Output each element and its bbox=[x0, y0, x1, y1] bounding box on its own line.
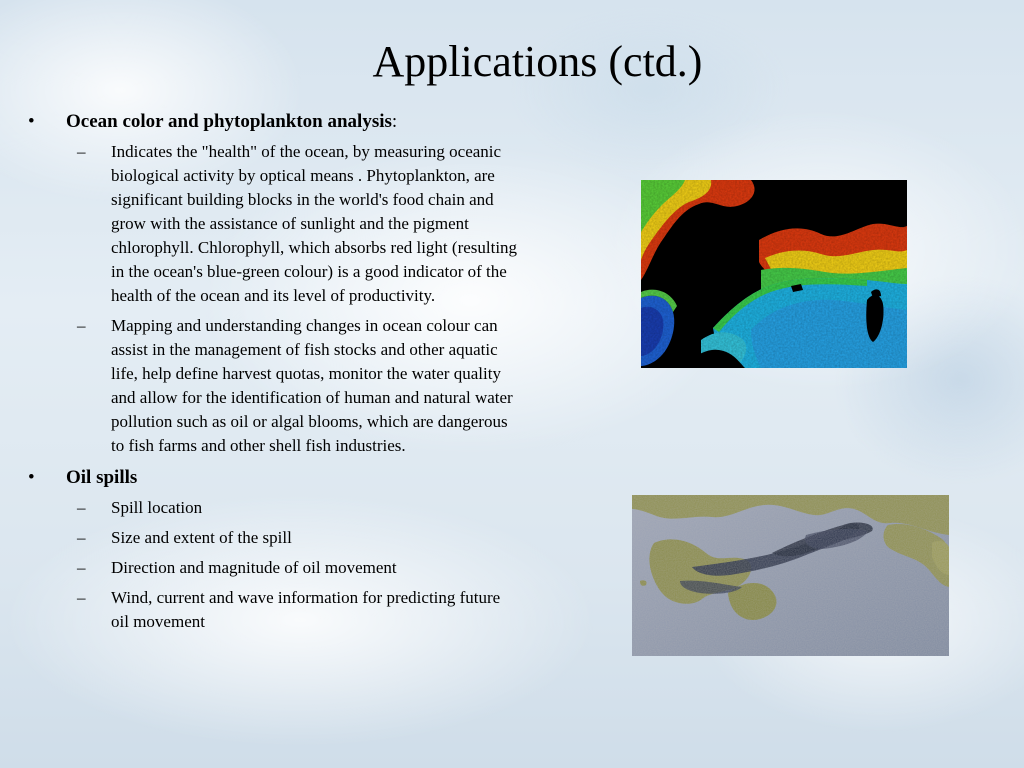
list-item-text: Direction and magnitude of oil movement bbox=[111, 558, 397, 577]
dash-marker: – bbox=[77, 528, 86, 547]
dash-marker: – bbox=[77, 498, 86, 517]
list-item bbox=[0, 556, 520, 580]
bullet-heading: Oil spills bbox=[66, 467, 138, 488]
list-item-text: Wind, current and wave information for predicting future oil movement bbox=[111, 588, 501, 631]
list-item-text: Spill location bbox=[111, 498, 203, 517]
slide-title: Applications (ctd.) bbox=[372, 37, 703, 86]
oil-spill-subitems bbox=[0, 496, 520, 634]
oil-spill-radar-image bbox=[632, 495, 949, 656]
bullet-marker: • bbox=[28, 467, 35, 488]
dash-marker: – bbox=[77, 142, 86, 161]
bullet-oil-spills bbox=[0, 466, 520, 490]
dash-marker: – bbox=[77, 588, 86, 607]
bullet-heading: Ocean color and phytoplankton analysis bbox=[66, 111, 392, 132]
slide-body bbox=[0, 110, 520, 634]
list-item bbox=[0, 526, 520, 550]
list-item-text: Size and extent of the spill bbox=[111, 528, 292, 547]
list-item bbox=[0, 586, 520, 634]
list-item bbox=[0, 140, 520, 308]
list-item-text: Indicates the "health" of the ocean, by measuring oceanic biological activity by optical means . Phytoplankton, are significant building blocks in the world's food chain and grow with the assistance of sunlight and the pigment chlorophyll. Chlorophyll, which absorbs red light (resulting in the ocean's blue-green colour) is a good indicator of the health of the ocean and its level of productivity. bbox=[111, 142, 518, 305]
list-item bbox=[0, 314, 520, 458]
bullet-heading-colon: : bbox=[391, 111, 398, 132]
bullet-ocean-color bbox=[0, 110, 520, 134]
bullet-marker: • bbox=[28, 111, 35, 132]
dash-marker: – bbox=[77, 316, 86, 335]
ocean-color-satellite-image bbox=[641, 180, 907, 368]
dash-marker: – bbox=[77, 558, 86, 577]
list-item bbox=[0, 496, 520, 520]
list-item-text: Mapping and understanding changes in ocean colour can assist in the management of fish stocks and other aquatic life, help define harvest quotas, monitor the water quality and allow for the identification of human and natural water pollution such as oil or algal blooms, which are dangerous to fish farms and other shell fish industries. bbox=[111, 316, 513, 455]
ocean-color-subitems bbox=[0, 140, 520, 458]
